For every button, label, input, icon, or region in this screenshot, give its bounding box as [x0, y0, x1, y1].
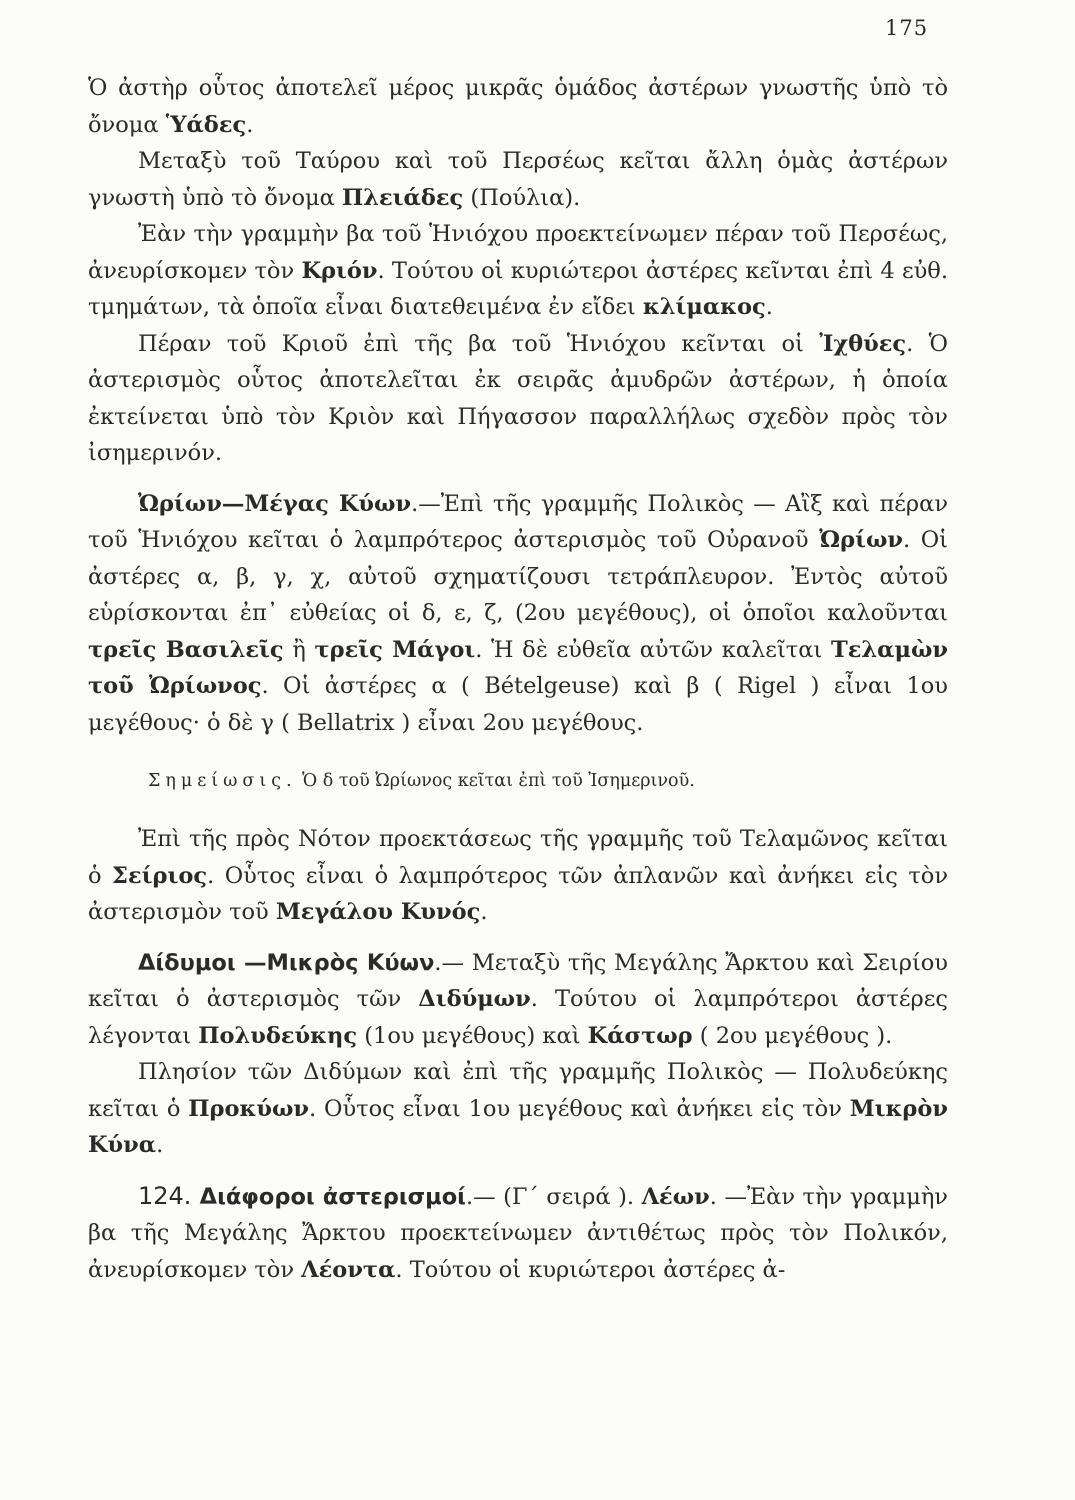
term-procyon: Προκύων	[188, 1095, 309, 1122]
term-hyades: Ὑάδες	[165, 111, 247, 138]
paragraph-hyades	[88, 70, 948, 143]
section-heading: Διάφοροι ἀστερισμοί	[191, 1183, 466, 1210]
section-number: 124.	[138, 1181, 192, 1210]
text: .—Ἐπὶ τῆς γραμμῆς Πολικὸς — Αἲξ καὶ πέραν τοῦ Ἡνιόχου κεῖται ὁ λαμπρότερος ἀστερισμὸς τοῦ Οὐρανοῦ	[88, 490, 948, 553]
text: . Οὗτος εἶναι ὁ λαμπρότερος τῶν ἀπλανῶν καὶ ἀνήκει εἰς τὸν ἀστερισμὸν τοῦ	[88, 862, 948, 925]
text: .	[480, 899, 488, 925]
text: . Τούτου οἱ κυριώτεροι ἀστέρες κεῖνται ἐπὶ 4 εὐθ. τμημάτων, τὰ ὁποῖα εἶναι διατεθειμένα ἐν εἴδει	[88, 257, 948, 320]
text: (Πούλια).	[463, 184, 581, 211]
paragraph-orion	[88, 486, 948, 742]
paragraph-gemini	[88, 945, 948, 1055]
text: . Τούτου οἱ κυριώτεροι ἀστέρες ἀ-	[395, 1256, 786, 1283]
note-text: Ὁ δ τοῦ Ὠρίωνος κεῖται ἐπὶ τοῦ Ἰσημερινοῦ.	[296, 771, 695, 791]
page-number: 175	[885, 16, 929, 40]
term-canis-major: Μεγάλου Κυνός	[275, 899, 481, 925]
text: . Οἱ ἀστέρες α ( Bételgeuse) καὶ β ( Rigel ) εἶναι 1ου μεγέθους· ὁ δὲ γ ( Bellatrix ) εἶναι 2ου μεγέθους.	[88, 673, 948, 736]
heading-gemini-canis-minor: Δίδυμοι —Μικρὸς Κύων	[138, 949, 435, 976]
text: . Οἱ ἀστέρες α, β, γ, χ, αὐτοῦ σχηματίζουσι τετράπλευρον. Ἐντὸς αὐτοῦ εὑρίσκονται ἐπ᾽ εὐθείας οἱ δ, ε, ζ, (2ου μεγέθους), οἱ ὁποῖοι καλοῦνται	[88, 527, 948, 626]
term-pisces: Ἰχθύες	[819, 330, 907, 357]
paragraph-pisces	[88, 326, 948, 472]
term-leo: Λέων	[641, 1183, 710, 1210]
text: .	[246, 111, 254, 138]
term-pleiades: Πλειάδες	[341, 184, 464, 211]
paragraph-section-124	[88, 1178, 948, 1289]
text: (1ου μεγέθους) καὶ	[357, 1022, 588, 1049]
term-gemini: Διδύμων	[418, 986, 531, 1012]
term-three-magi: τρεῖς Μάγοι	[314, 636, 476, 663]
text: . —Ἐὰν τὴν γραμμὴν βα τῆς Μεγάλης Ἄρκτου προεκτείνωμεν ἀντιθέτως πρὸς τὸν Πολικόν, ἀνευρίσκομεν τὸν	[88, 1183, 948, 1283]
term-orion: Ὠρίων	[819, 527, 903, 553]
text: Πλησίον τῶν Διδύμων καὶ ἐπὶ τῆς γραμμῆς Πολικὸς — Πολυδεύκης κεῖται ὁ	[88, 1059, 948, 1122]
term-ladder: κλίμακος	[642, 294, 766, 320]
term-three-kings: τρεῖς Βασιλεῖς	[88, 636, 284, 663]
text: .— (Γ΄ σειρά ).	[465, 1183, 642, 1210]
note	[88, 767, 948, 795]
text: . Οὗτος εἶναι 1ου μεγέθους καὶ ἀνήκει εἰς τὸν	[309, 1095, 850, 1122]
paragraph-sirius	[88, 821, 948, 931]
term-aries: Κριόν	[301, 257, 378, 284]
text: . Τούτου οἱ λαμπρότεροι ἀστέρες λέγονται	[88, 986, 949, 1049]
text: Ἐὰν τὴν γραμμὴν βα τοῦ Ἡνιόχου προεκτείνωμεν πέραν τοῦ Περσέως, ἀνευρίσκομεν τὸν	[88, 221, 948, 284]
term-canis-minor: Μικρὸν Κύνα	[88, 1095, 948, 1158]
term-castor: Κάστωρ	[587, 1022, 693, 1049]
paragraph-procyon	[88, 1054, 948, 1164]
term-sirius: Σείριος	[112, 862, 208, 889]
text: .	[765, 294, 773, 320]
text: .	[156, 1132, 164, 1158]
page-body	[88, 70, 948, 1288]
text: Πέραν τοῦ Κριοῦ ἐπὶ τῆς βα τοῦ Ἡνιόχου κεῖνται οἱ	[138, 330, 820, 357]
term-leo-acc: Λέοντα	[301, 1256, 396, 1283]
text: Ἐπὶ τῆς πρὸς Νότον προεκτάσεως τῆς γραμμῆς τοῦ Τελαμῶνος κεῖται ὁ	[88, 826, 948, 889]
heading-orion-canis-major: Ὠρίων—Μέγας Κύων	[138, 490, 412, 517]
text: . Ἡ δὲ εὐθεῖα αὐτῶν καλεῖται	[475, 636, 831, 663]
text: Μεταξὺ τοῦ Ταύρου καὶ τοῦ Περσέως κεῖται ἄλλη ὁμὰς ἀστέρων γνωστὴ ὑπὸ τὸ ὄνομα	[88, 148, 948, 211]
term-pollux: Πολυδεύκης	[198, 1022, 358, 1049]
note-label: Σημείωσις.	[148, 771, 297, 791]
paragraph-pleiades	[88, 143, 948, 216]
paragraph-aries	[88, 216, 948, 326]
text: ἢ	[283, 636, 315, 663]
text: ( 2ου μεγέθους ).	[692, 1022, 893, 1049]
text: . Ὁ ἀστερισμὸς οὗτος ἀποτελεῖται ἐκ σειρᾶς ἀμυδρῶν ἀστέρων, ἡ ὁποία ἐκτείνεται ὑπὸ τὸν Κριὸν καὶ Πήγασσον παραλλήλως σχεδὸν πρὸς τὸν ἰσημερινόν.	[88, 330, 948, 466]
term-orion-belt: Τελαμὼν τοῦ Ὠρίωνος	[88, 636, 948, 699]
text: .— Μεταξὺ τῆς Μεγάλης Ἄρκτου καὶ Σειρίου κεῖται ὁ ἀστερισμὸς τῶν	[88, 949, 948, 1012]
text: Ὁ ἀστὴρ οὗτος ἀποτελεῖ μέρος μικρᾶς ὁμάδος ἀστέρων γνωστῆς ὑπὸ τὸ ὄνομα	[88, 75, 948, 138]
